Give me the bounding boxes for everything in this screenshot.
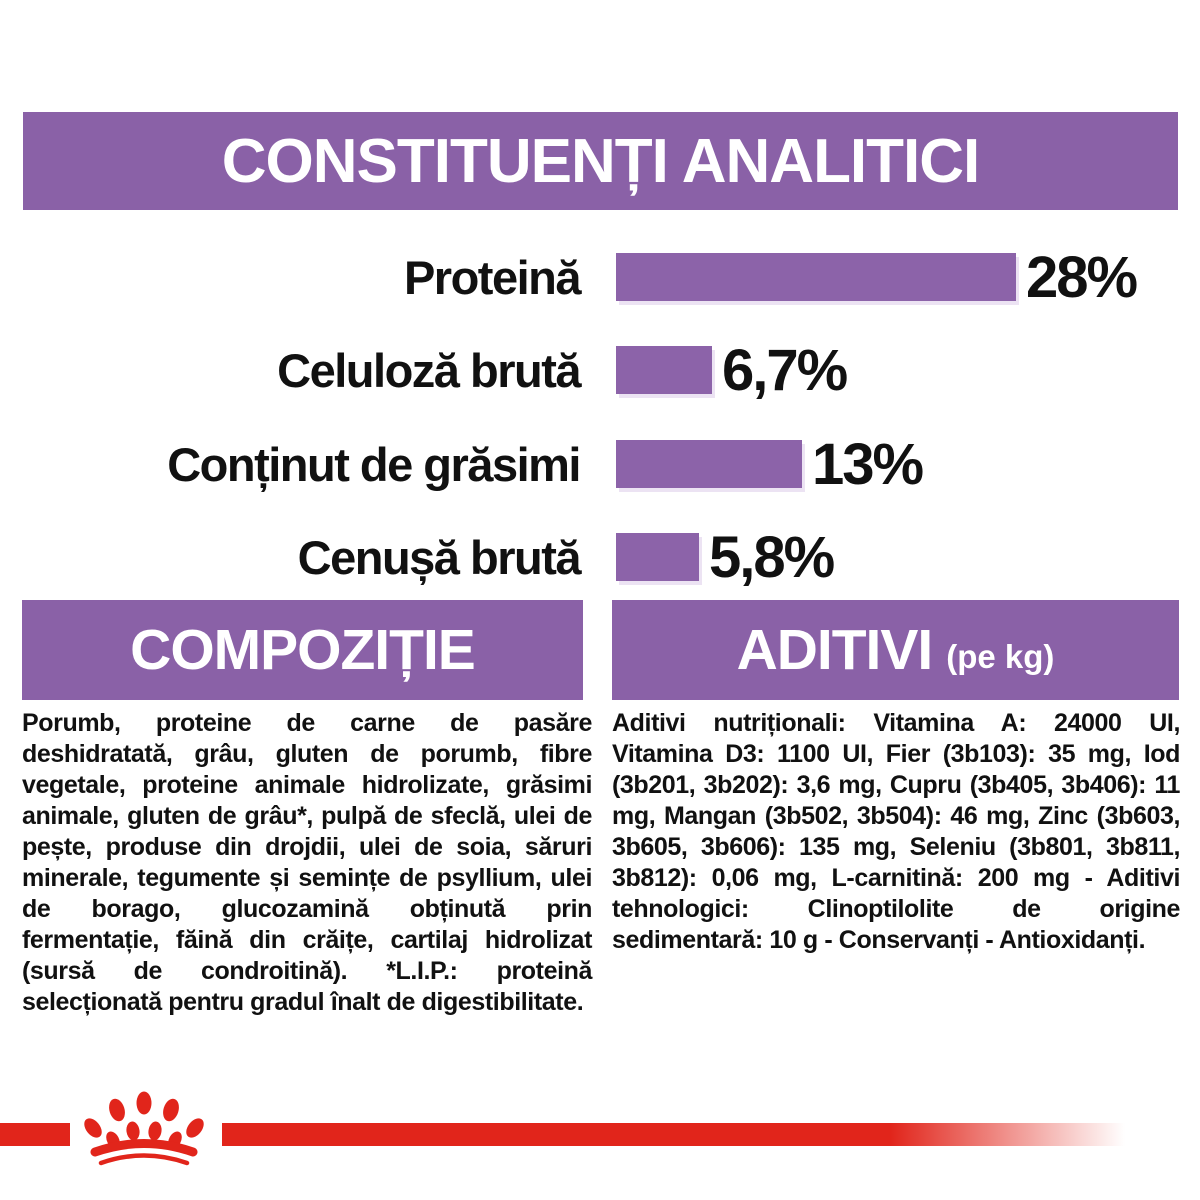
analytical-constituents-title: CONSTITUENȚI ANALITICI xyxy=(221,126,980,196)
bar-value: 28% xyxy=(1026,244,1137,310)
additives-title: ADITIVI xyxy=(736,618,933,682)
red-band-main-segment xyxy=(222,1123,1125,1146)
bar-label: Conținut de grăsimi xyxy=(167,437,580,491)
royal-canin-crown-icon xyxy=(78,1088,210,1168)
bar-label: Cenușă brută xyxy=(297,530,580,584)
bar-value: 5,8% xyxy=(709,524,834,590)
red-band-left-segment xyxy=(0,1123,70,1146)
bar-label: Celuloză brută xyxy=(277,343,580,397)
analytical-constituents-banner xyxy=(23,112,1178,210)
composition-paragraph: Porumb, proteine de carne de pasăre deshidratată, grâu, gluten de porumb, fibre vegetale, proteine animale hidrolizate, grăsimi animale, gluten de grâu*, pulpă de sfeclă, ulei de pește, produse din drojdii, ulei de soia, săruri minerale, tegumente și semințe de psyllium, ulei de borago, glucozamină obținută prin fermentație, făină din crăițe, cartilaj hidrolizat (sursă de condroitină). *L.I.P.: proteină selecționată pentru gradul înalt de digestibilitate. xyxy=(22,709,592,1016)
composition-title: COMPOZIȚIE xyxy=(130,618,475,682)
additives-title-suffix: (pe kg) xyxy=(946,638,1055,675)
composition-banner xyxy=(22,600,583,700)
bar-value: 13% xyxy=(812,431,923,497)
chart-row-fat-content xyxy=(0,431,1200,497)
chart-row-crude-fibre xyxy=(0,337,1200,403)
additives-banner xyxy=(612,600,1179,700)
bar xyxy=(616,253,1016,301)
bar xyxy=(616,440,802,488)
bar xyxy=(616,346,712,394)
bar-value: 6,7% xyxy=(722,337,847,403)
bar-label: Proteină xyxy=(403,250,580,304)
additives-paragraph: Aditivi nutriționali: Vitamina A: 24000 UI, Vitamina D3: 1100 UI, Fier (3b103): 35 mg, Iod (3b201, 3b202): 3,6 mg, Cupru (3b405, 3b406): 11 mg, Mangan (3b502, 3b504): 46 mg, Zinc (3b603, 3b605, 3b606): 135 mg, Seleniu (3b801, 3b811, 3b812): 0,06 mg, L-carnitină: 200 mg - Aditivi tehnologici: Clinoptilolite de origine sedimentară: 10 g - Conservanți - Antioxidanți. xyxy=(612,709,1180,954)
chart-row-crude-ash xyxy=(0,524,1200,590)
bar xyxy=(616,533,699,581)
chart-row-protein xyxy=(0,244,1200,310)
